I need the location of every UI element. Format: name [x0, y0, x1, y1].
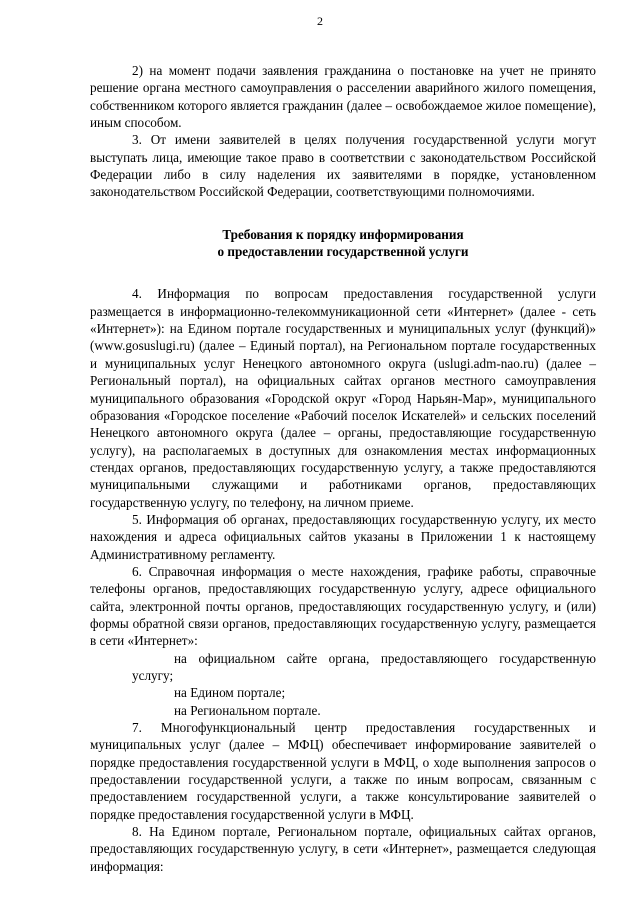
section-heading-line-2: о предоставлении государственной услуги	[217, 244, 469, 260]
list-item-unified-portal: на Едином портале;	[174, 685, 286, 701]
paragraph-3: 3. От имени заявителей в целях получения государственной услуги могут выступать лица, имеющие такое право в соответствии с законодательством Российской Федерации либо в силу наделения их заявителями в порядке, установленном законодательством Российской Федерации, соответствующими полномочиями.	[90, 132, 596, 200]
paragraph-5: 5. Информация об органах, предоставляющих государственную услугу, их место нахождения и адреса официальных сайтов указаны в Приложении 1 к настоящему Административному регламенту.	[90, 511, 596, 562]
paragraph-7: 7. Многофункциональный центр предоставления государственных и муниципальных услуг (далее – МФЦ) обеспечивает информирование заявителей о порядке предоставления государственной услуги в МФЦ, о ходе выполнения запросов о предоставлении государственной услуги, а также по иным вопросам, связанным с предоставлением государственной услуги, а также консультирование заявителей о порядке предоставления государственной услуги в МФЦ.	[90, 720, 596, 822]
paragraph-8: 8. На Едином портале, Региональном портале, официальных сайтах органов, предоставляющих государственную услугу, в сети «Интернет», размещается следующая информация:	[90, 824, 596, 874]
section-heading-line-1: Требования к порядку информирования	[222, 226, 464, 242]
document-body	[90, 62, 596, 875]
paragraph-2: 2) на момент подачи заявления гражданина о постановке на учет не принято решение органа местного самоуправления о расселении аварийного жилого помещения, собственником которого является гражданин (далее – освобождаемое жилое помещение), иным способом.	[90, 63, 596, 131]
page-number: 2	[317, 14, 323, 28]
paragraph-6: 6. Справочная информация о месте нахождения, графике работы, справочные телефоны органов, предоставляющих государственную услугу, адресе официального сайта, электронной почты органов, предоставляющих государственную услугу, и (или) формы обратной связи органов, предоставляющих государственную услугу, размещается в сети «Интернет»:	[90, 563, 596, 649]
list-item-regional-portal: на Региональном портале.	[174, 702, 321, 718]
section-heading	[90, 226, 596, 261]
list-item-official-site: на официальном сайте органа, предоставляющего государственную услугу;	[132, 650, 596, 683]
paragraph-4: 4. Информация по вопросам предоставления государственной услуги размещается в информационно-телекоммуникационной сети «Интернет» (далее - сеть «Интернет»): на Едином портале государственных и муниципальных услуг (функций)» (www.gosuslugi.ru) (далее – Единый портал), на Региональном портале государственных и муниципальных услуг Ненецкого автономного округа (uslugi.adm-nao.ru) (далее – Региональный портал), на официальных сайтах органов местного самоуправления муниципального образования «Городской округ «Город Нарьян-Мар», муниципального образования «Городское поселение «Рабочий поселок Искателей» и сельских поселений Ненецкого автономного округа (далее – органы, предоставляющие государственную услугу), на располагаемых в доступных для ознакомления местах информационных стендах органов, предоставляющих государственную услугу, а также предоставляются муниципальными служащими и работниками органов, предоставляющих государственную услугу, по телефону, на личном приеме.	[90, 286, 596, 510]
